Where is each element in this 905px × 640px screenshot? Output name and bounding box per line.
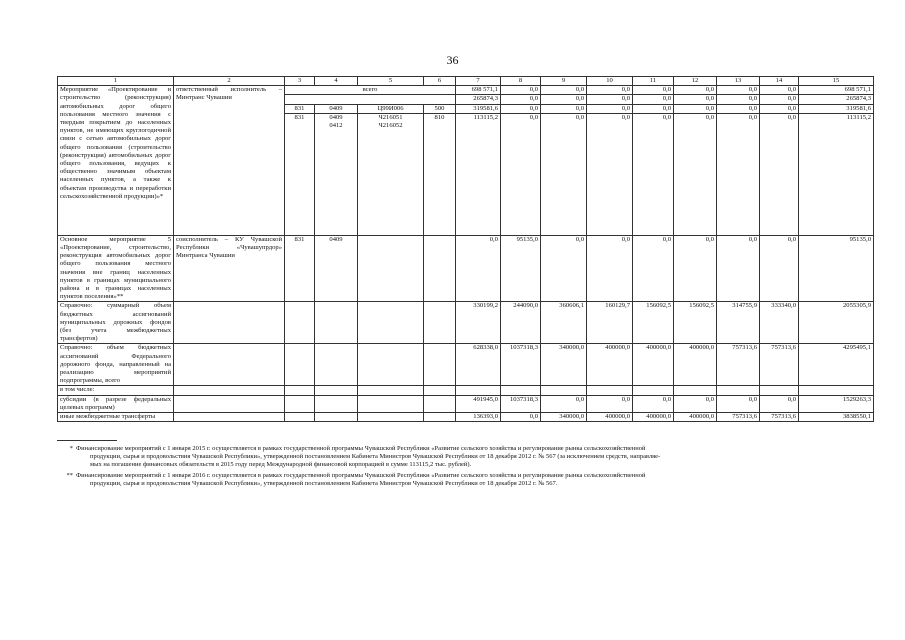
table-cell: 757313,6	[717, 344, 760, 386]
table-cell: 1529263,3	[799, 395, 874, 412]
column-header: 2	[174, 77, 285, 86]
table-cell: 0,0	[633, 395, 674, 412]
column-header: 11	[633, 77, 674, 86]
table-cell: 330199,2	[456, 302, 501, 344]
table-cell: 0,0	[501, 413, 541, 422]
column-header: 3	[285, 77, 315, 86]
table-cell: 0,0	[633, 95, 674, 104]
table-cell: 314755,9	[717, 302, 760, 344]
table-cell: 0,0	[541, 104, 587, 113]
column-header: 12	[674, 77, 717, 86]
table-cell: 0,0	[633, 235, 674, 302]
table-cell: 400000,0	[633, 413, 674, 422]
table-cell: 340000,0	[541, 344, 587, 386]
executor-name: соисполнитель – КУ Чувашской Республики «Чувашупрдор» Минтранса Чувашии	[174, 235, 285, 302]
table-cell: 0,0	[717, 113, 760, 235]
table-cell	[315, 386, 358, 395]
measure-name: Мероприятие «Проектирование и строительство (реконструкция) автомобильных дорог общего пользования местного значения с твердым покрытием до населенных пунктов, не имеющих круглогодичной связи с сетью автомобильных дорог общего пользования (строительство (реконструкция) автомобильных дорог общего пользования, ведущих к общественно значимым объектам населенных пунктов, а также к объектам производства и переработки сельскохозяйственной продукции)»*	[58, 86, 174, 236]
reference-label: Справочно: суммарный объем бюджетных ассигнований муниципальных дорожных фондов (без учета межбюджетных трансфертов)	[58, 302, 174, 344]
table-cell: 0,0	[501, 104, 541, 113]
table-cell: 0,0	[760, 86, 799, 95]
table-cell	[456, 386, 501, 395]
executor-name: ответственный исполнитель – Минтранс Чувашии	[174, 86, 285, 236]
table-cell: 2055305,9	[799, 302, 874, 344]
table-cell: 810	[424, 113, 456, 235]
table-cell	[358, 302, 424, 344]
table-cell	[799, 386, 874, 395]
footnote-mark: **	[66, 472, 73, 479]
table-cell: 0,0	[541, 86, 587, 95]
subsidies-label: субсидии (в разрезе федеральных целевых программ)	[58, 395, 174, 412]
table-cell: 0,0	[717, 95, 760, 104]
table-cell: 156092,5	[674, 302, 717, 344]
table-cell: 0,0	[760, 95, 799, 104]
column-header: 1	[58, 77, 174, 86]
table-cell: 0,0	[674, 395, 717, 412]
table-cell: 0,0	[674, 235, 717, 302]
footnote-2	[57, 472, 857, 488]
table-cell: 0,0	[541, 395, 587, 412]
table-cell: 0409	[315, 235, 358, 302]
table-row	[58, 86, 874, 95]
table-cell: 113115,2	[456, 113, 501, 235]
table-cell: 319581,6	[456, 104, 501, 113]
table-cell: 4295495,1	[799, 344, 874, 386]
table-cell: Ч216051 Ч216052	[358, 113, 424, 235]
table-cell: 265874,3	[799, 95, 874, 104]
table-cell: 136393,0	[456, 413, 501, 422]
column-header: 6	[424, 77, 456, 86]
footnote-mark: *	[69, 445, 73, 452]
table-cell: 757313,6	[717, 413, 760, 422]
table-cell	[315, 413, 358, 422]
table-cell	[424, 344, 456, 386]
table-cell	[174, 413, 285, 422]
table-cell	[285, 344, 315, 386]
table-cell	[315, 344, 358, 386]
transfers-label: иные межбюджетные трансферты	[58, 413, 174, 422]
table-cell: 400000,0	[587, 344, 633, 386]
table-cell: 0,0	[717, 235, 760, 302]
footnote-text: продукции, сырья и продовольствия Чувашской Республики», утвержденной постановлением Кабинета Министров Чувашской Республики от 18 декабря 2012 г. № 567.	[90, 480, 558, 488]
table-cell: 400000,0	[674, 413, 717, 422]
in-that-number-label: в том числе:	[58, 386, 174, 395]
table-cell: 0409 0412	[315, 113, 358, 235]
table-cell	[587, 386, 633, 395]
table-cell: 757313,6	[760, 344, 799, 386]
table-cell	[674, 386, 717, 395]
table-cell: 0,0	[587, 395, 633, 412]
table-cell: 160129,7	[587, 302, 633, 344]
table-cell	[285, 395, 315, 412]
footnote-text: продукции, сырья и продовольствия Чувашской Республики», утвержденной постановлением Кабинета Министров Чувашской Республики от 18 декабря 2012 г. № 567 (за исключением средств, направляе-	[90, 453, 661, 461]
table-cell: Ц99И006	[358, 104, 424, 113]
table-cell	[424, 235, 456, 302]
table-cell	[424, 413, 456, 422]
table-cell: 500	[424, 104, 456, 113]
table-cell: 698 571,1	[456, 86, 501, 95]
table-cell: 0,0	[501, 113, 541, 235]
table-cell	[633, 386, 674, 395]
footnote-1	[57, 445, 857, 470]
column-header: 7	[456, 77, 501, 86]
column-header: 8	[501, 77, 541, 86]
table-cell: 0,0	[541, 95, 587, 104]
table-cell: 0,0	[633, 104, 674, 113]
table-cell: 0,0	[501, 86, 541, 95]
table-cell	[174, 302, 285, 344]
table-cell: 0,0	[760, 104, 799, 113]
table-cell: 0,0	[587, 113, 633, 235]
footnote-text: мых на погашение финансовых обязательств в 2015 году перед Международной финансовой корпорацией в сумме 113115,2 тыс. рублей).	[90, 461, 472, 469]
table-cell	[315, 395, 358, 412]
table-cell: 333340,0	[760, 302, 799, 344]
table-cell: 0,0	[587, 95, 633, 104]
table-cell	[424, 386, 456, 395]
table-cell: 244090,0	[501, 302, 541, 344]
column-header: 14	[760, 77, 799, 86]
footnote-separator	[57, 440, 117, 441]
table-cell: 757313,6	[760, 413, 799, 422]
table-cell	[717, 386, 760, 395]
table-cell: 265874,3	[456, 95, 501, 104]
table-row	[58, 344, 874, 386]
table-cell	[424, 395, 456, 412]
table-cell: 0,0	[587, 86, 633, 95]
table-cell	[174, 395, 285, 412]
table-cell	[285, 95, 456, 104]
table-cell: 0,0	[717, 86, 760, 95]
table-cell: 0,0	[717, 104, 760, 113]
table-cell: 0,0	[760, 235, 799, 302]
table-cell	[358, 235, 424, 302]
table-cell	[174, 386, 285, 395]
table-cell: 831	[285, 113, 315, 235]
column-header: 13	[717, 77, 760, 86]
table-cell: 0,0	[674, 104, 717, 113]
table-cell: 340000,0	[541, 413, 587, 422]
table-cell: 0409	[315, 104, 358, 113]
table-cell: 0,0	[717, 395, 760, 412]
table-cell: 95135,0	[799, 235, 874, 302]
table-cell: 0,0	[674, 95, 717, 104]
measure-name: Основное мероприятие 5 «Проектирование, строительство, реконструкция автомобильных дорог общего пользования местного значения вне границ населенных пунктов в границах муниципального района и в границах населенных пунктов поселения»**	[58, 235, 174, 302]
table-cell	[358, 413, 424, 422]
table-cell	[358, 344, 424, 386]
table-row	[58, 395, 874, 412]
reference-label: Справочно: объем бюджетных ассигнований Федерального дорожного фонда, направленный на реализацию мероприятий подпрограммы, всего	[58, 344, 174, 386]
total-label: всего	[285, 86, 456, 95]
table-cell	[285, 386, 315, 395]
table-cell: 156092,5	[633, 302, 674, 344]
table-cell: 491945,0	[456, 395, 501, 412]
table-cell: 698 571,1	[799, 86, 874, 95]
table-cell: 0,0	[633, 113, 674, 235]
table-cell: 0,0	[760, 113, 799, 235]
table-cell: 319581,6	[799, 104, 874, 113]
table-row	[58, 386, 874, 395]
table-cell	[358, 386, 424, 395]
table-cell	[760, 386, 799, 395]
table-cell: 3838550,1	[799, 413, 874, 422]
table-row	[58, 302, 874, 344]
table-cell: 0,0	[501, 95, 541, 104]
table-cell	[501, 386, 541, 395]
table-cell	[285, 413, 315, 422]
table-cell: 831	[285, 104, 315, 113]
table-cell: 400000,0	[633, 344, 674, 386]
table-cell	[424, 302, 456, 344]
column-header: 4	[315, 77, 358, 86]
table-cell: 1037318,3	[501, 395, 541, 412]
column-header: 10	[587, 77, 633, 86]
table-cell: 0,0	[674, 86, 717, 95]
column-header: 5	[358, 77, 424, 86]
table-cell: 628338,0	[456, 344, 501, 386]
table-cell: 0,0	[760, 395, 799, 412]
table-header-row	[58, 77, 874, 86]
table-cell	[315, 302, 358, 344]
table-cell: 1037318,3	[501, 344, 541, 386]
table-cell: 831	[285, 235, 315, 302]
table-cell	[358, 395, 424, 412]
table-cell: 0,0	[587, 235, 633, 302]
table-cell	[541, 386, 587, 395]
table-cell: 95135,0	[501, 235, 541, 302]
table-cell: 113115,2	[799, 113, 874, 235]
table-cell: 0,0	[633, 86, 674, 95]
table-cell: 0,0	[587, 104, 633, 113]
table-cell: 0,0	[674, 113, 717, 235]
table-cell: 0,0	[456, 235, 501, 302]
budget-table	[57, 76, 874, 422]
table-cell: 0,0	[541, 235, 587, 302]
footnote-text: Финансирование мероприятий с 1 января 2016 г. осуществляется в рамках государственной программы Чувашской Республики «Развитие сельского хозяйства и регулирование рынка сельскохозяйственной	[76, 472, 646, 479]
table-row	[58, 235, 874, 302]
column-header: 9	[541, 77, 587, 86]
footnote-text: Финансирование мероприятий с 1 января 2015 г. осуществляется в рамках государственной программы Чувашской Республики «Развитие сельского хозяйства и регулирование рынка сельскохозяйственной	[76, 445, 646, 452]
table-cell	[285, 302, 315, 344]
page-number: 36	[446, 53, 459, 67]
table-cell: 400000,0	[587, 413, 633, 422]
table-cell: 360606,1	[541, 302, 587, 344]
table-cell: 0,0	[541, 113, 587, 235]
table-row	[58, 413, 874, 422]
table-cell	[174, 344, 285, 386]
column-header: 15	[799, 77, 874, 86]
table-cell: 400000,0	[674, 344, 717, 386]
